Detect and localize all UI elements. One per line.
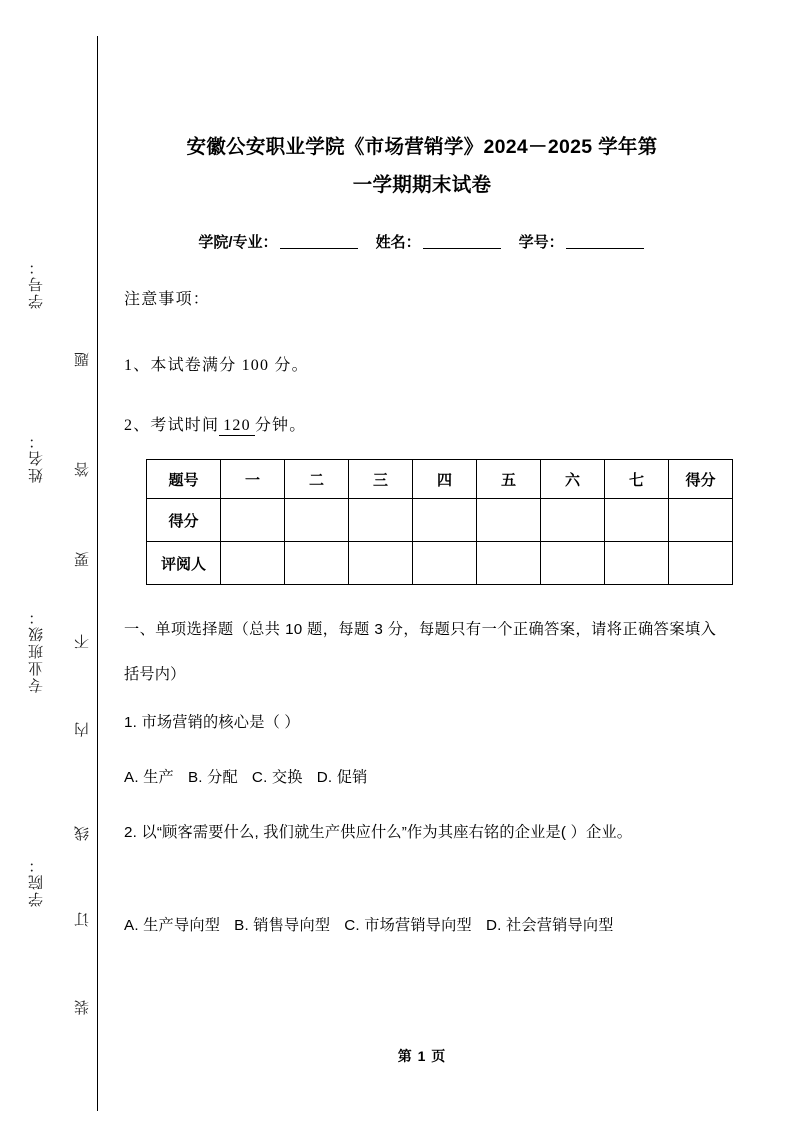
question-1-stem: 1. 市场营销的核心是（ ） — [124, 714, 300, 731]
binding-label-college: 学院： — [29, 856, 45, 907]
footer-page-number: 第 1 页 — [397, 1048, 447, 1064]
th-total-score: 得分 — [669, 460, 733, 499]
cell-reviewer-total[interactable] — [669, 542, 733, 585]
th-q1: 一 — [221, 460, 285, 499]
cell-score-6[interactable] — [541, 499, 605, 542]
question-2-stem: 2. 以“顾客需要什么, 我们就生产供应什么”作为其座右铭的企业是( ）企业。 — [124, 824, 633, 841]
student-info-line — [124, 231, 720, 252]
question-1-option-c[interactable]: C. 交换 — [251, 769, 303, 786]
th-q2: 二 — [285, 460, 349, 499]
th-q6: 六 — [541, 460, 605, 499]
cell-score-2[interactable] — [285, 499, 349, 542]
cell-score-1[interactable] — [221, 499, 285, 542]
cell-reviewer-5[interactable] — [477, 542, 541, 585]
question-1-option-b[interactable]: B. 分配 — [187, 769, 238, 786]
question-2-options — [124, 903, 716, 948]
table-row — [147, 499, 733, 542]
binding-char-zhuang: 装 — [75, 1000, 91, 1015]
page-title — [124, 128, 720, 204]
cell-score-total[interactable] — [669, 499, 733, 542]
note-item-2-suffix: 分钟。 — [254, 417, 307, 434]
name-blank[interactable] — [423, 248, 501, 249]
cell-reviewer-2[interactable] — [285, 542, 349, 585]
cell-reviewer-7[interactable] — [605, 542, 669, 585]
question-1-options — [124, 755, 716, 800]
score-table — [146, 459, 733, 585]
college-major-label: 学院/专业： — [198, 234, 278, 251]
binding-label-student-id: 学号： — [29, 258, 45, 309]
question-2-option-a[interactable]: A. 生产导向型 — [124, 917, 221, 934]
name-label: 姓名： — [375, 234, 421, 251]
exam-duration-value: 120 — [219, 417, 255, 436]
table-row — [147, 542, 733, 585]
student-id-blank[interactable] — [566, 248, 644, 249]
th-q3: 三 — [349, 460, 413, 499]
binding-char-yao: 要 — [75, 552, 91, 567]
binding-char-nei: 内 — [75, 722, 91, 737]
binding-char-xian: 线 — [75, 826, 91, 841]
question-1-option-a[interactable]: A. 生产 — [124, 769, 174, 786]
question-2-option-b[interactable]: B. 销售导向型 — [234, 917, 331, 934]
cell-reviewer-6[interactable] — [541, 542, 605, 585]
student-id-label: 学号： — [518, 234, 564, 251]
page-title-line1: 安徽公安职业学院《市场营销学》2024－2025 学年第 — [186, 136, 658, 158]
binding-label-class: 专业班级： — [29, 608, 45, 693]
college-major-blank[interactable] — [280, 248, 358, 249]
note-item-2 — [124, 412, 306, 436]
row-label-score: 得分 — [147, 499, 221, 542]
th-item-number: 题号 — [147, 460, 221, 499]
cell-score-4[interactable] — [413, 499, 477, 542]
binding-char-da: 答 — [75, 462, 91, 477]
binding-char-ti: 题 — [75, 352, 91, 367]
question-2-option-d[interactable]: D. 社会营销导向型 — [485, 917, 614, 934]
note-item-1: 1、本试卷满分 100 分。 — [124, 357, 309, 374]
cell-score-3[interactable] — [349, 499, 413, 542]
cell-score-7[interactable] — [605, 499, 669, 542]
note-item-2-prefix: 2、考试时间 — [124, 417, 220, 434]
cell-score-5[interactable] — [477, 499, 541, 542]
question-1-option-d[interactable]: D. 促销 — [316, 769, 368, 786]
binding-vertical-line — [97, 36, 98, 1111]
binding-label-student-name: 姓名： — [29, 432, 45, 483]
binding-margin — [0, 0, 110, 1122]
table-header-row — [147, 460, 733, 499]
page-title-line2: 一学期期末试卷 — [352, 174, 492, 196]
cell-reviewer-1[interactable] — [221, 542, 285, 585]
cell-reviewer-3[interactable] — [349, 542, 413, 585]
binding-char-bu: 不 — [75, 634, 91, 649]
th-q5: 五 — [477, 460, 541, 499]
question-2-option-c[interactable]: C. 市场营销导向型 — [344, 917, 472, 934]
binding-char-ding: 订 — [75, 912, 91, 927]
th-q4: 四 — [413, 460, 477, 499]
row-label-reviewer: 评阅人 — [147, 542, 221, 585]
section-heading-multiple-choice: 一、单项选择题（总共 10 题，每题 3 分，每题只有一个正确答案，请将正确答案填入括号内） — [124, 621, 716, 683]
notes-heading: 注意事项： — [124, 291, 211, 308]
th-q7: 七 — [605, 460, 669, 499]
cell-reviewer-4[interactable] — [413, 542, 477, 585]
